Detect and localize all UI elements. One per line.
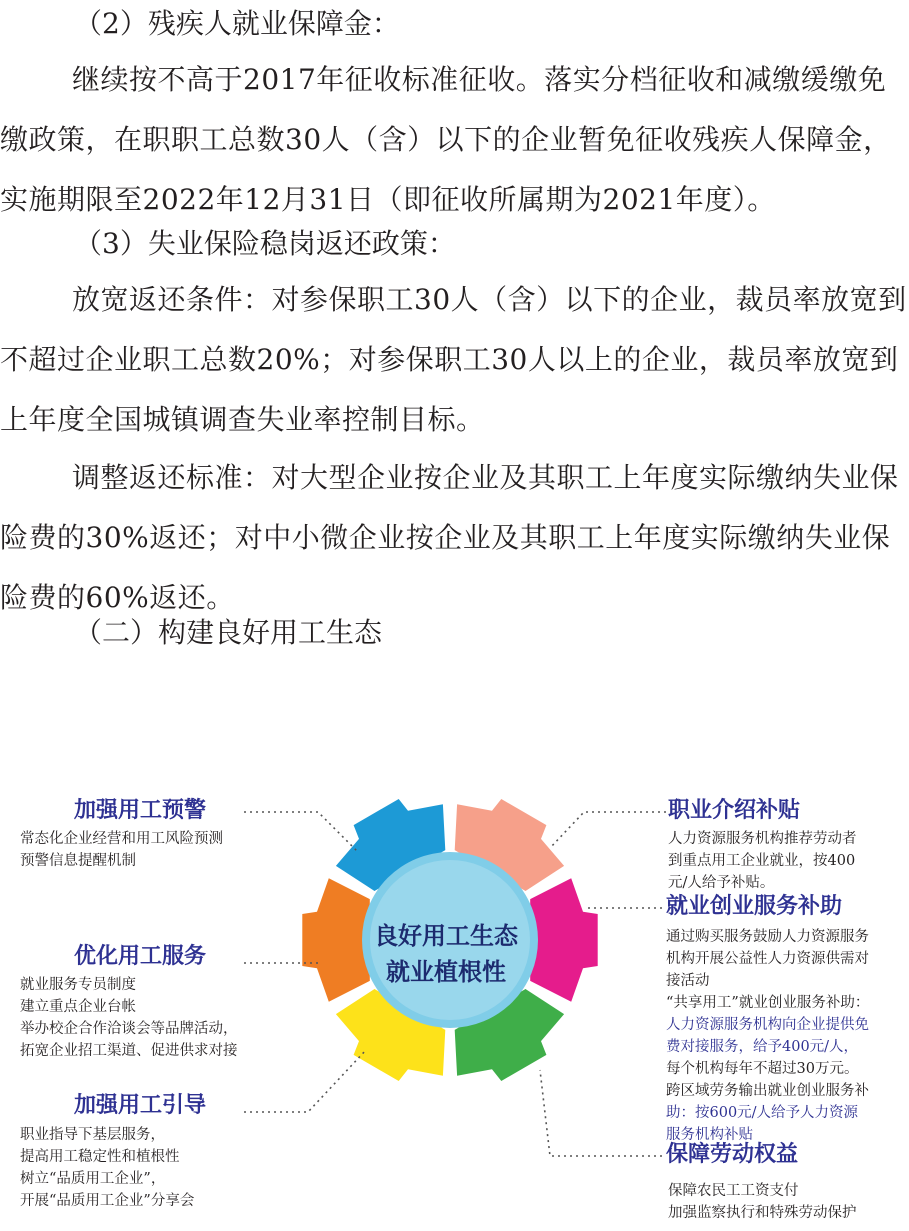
connector-guidance	[244, 1050, 366, 1112]
referral-subsidy-title: 职业介绍补贴	[668, 798, 801, 823]
referral-subsidy-line: 到重点用工企业就业，按400	[668, 853, 856, 869]
guidance-title: 加强用工引导	[74, 1093, 207, 1118]
guidance-line: 开展“品质用工企业”分享会	[20, 1193, 195, 1209]
gear-center-line-2: 就业植根性	[386, 958, 506, 986]
service-subsidy-line: 每个机构每年不超过30万元。	[666, 1061, 859, 1077]
service-subsidy-line: 接活动	[666, 973, 710, 989]
labor-rights-line: 保障农民工工资支付	[668, 1183, 799, 1199]
service-line: 拓宽企业招工渠道、促进供求对接	[20, 1043, 238, 1059]
labor-rights-title: 保障劳动权益	[666, 1142, 799, 1167]
service-subsidy-line: 跨区域劳务输出就业创业服务补	[666, 1083, 869, 1099]
referral-subsidy-details	[668, 828, 857, 894]
labor-rights-line: 加强监察执行和特殊劳动保护	[668, 1205, 857, 1221]
gear-segment-magenta	[530, 878, 598, 1001]
service-subsidy-line: 人力资源服务机构向企业提供免	[666, 1017, 869, 1033]
service-line: 建立重点企业台帐	[20, 999, 136, 1015]
service-subsidy-line: 机构开展公益性人力资源供需对	[666, 951, 869, 967]
service-subsidy-title: 就业创业服务补助	[666, 894, 843, 919]
service-details	[20, 974, 238, 1062]
service-subsidy-line: 通过购买服务鼓励人力资源服务	[666, 929, 869, 945]
gear-center-label	[356, 918, 536, 990]
connector-referral-subsidy	[550, 812, 666, 848]
warning-line: 常态化企业经营和用工风险预测	[20, 831, 223, 847]
service-subsidy-line: 服务机构补贴	[666, 1127, 753, 1143]
warning-details	[20, 828, 223, 872]
labor-rights-details	[668, 1180, 857, 1224]
referral-subsidy-line: 元/人给予补贴。	[668, 875, 775, 891]
paragraph-disability-fund: 继续按不高于2017年征收标准征收。落实分档征收和减缴缓缴免缴政策，在职职工总数30人（含）以下的企业暂免征收残疾人保障金，实施期限至2022年12月31日（即征收所属期为2021年度）。	[0, 63, 892, 216]
service-subsidy-line: 助：按600元/人给予人力资源	[666, 1105, 859, 1121]
service-line: 举办校企合作洽谈会等品牌活动，	[20, 1021, 238, 1037]
guidance-line: 树立“品质用工企业”，	[20, 1171, 166, 1187]
heading-unemployment-insurance: （3）失业保险稳岗返还政策：	[74, 227, 456, 260]
connector-warning	[244, 812, 358, 852]
guidance-line: 职业指导下基层服务，	[20, 1127, 165, 1143]
paragraph-relax-conditions: 放宽返还条件：对参保职工30人（含）以下的企业，裁员率放宽到不超过企业职工总数20%；对参保职工30人以上的企业，裁员率放宽到上年度全国城镇调查失业率控制目标。	[0, 283, 907, 436]
guidance-line: 提高用工稳定性和植根性	[20, 1149, 180, 1165]
service-subsidy-line: “共享用工”就业创业服务补助：	[666, 995, 870, 1011]
warning-title: 加强用工预警	[74, 798, 207, 823]
service-line: 就业服务专员制度	[20, 977, 136, 993]
heading-disability-fund: （2）残疾人就业保障金：	[74, 7, 400, 40]
paragraph-adjust-standard: 调整返还标准：对大型企业按企业及其职工上年度实际缴纳失业保险费的30%返还；对中小微企业按企业及其职工上年度实际缴纳失业保险费的60%返还。	[0, 461, 899, 614]
employment-ecology-diagram	[0, 780, 909, 1231]
guidance-details	[20, 1124, 194, 1212]
referral-subsidy-line: 人力资源服务机构推荐劳动者	[668, 831, 857, 847]
service-subsidy-line: 费对接服务，给予400元/人，	[666, 1039, 859, 1055]
heading-employment-ecology: （二）构建良好用工生态	[74, 616, 383, 649]
service-subsidy-details	[666, 926, 869, 1146]
connector-labor-rights	[540, 1070, 662, 1156]
warning-line: 预警信息提醒机制	[20, 853, 136, 869]
gear-center-line-1: 良好用工生态	[374, 922, 518, 950]
service-title: 优化用工服务	[74, 944, 207, 969]
